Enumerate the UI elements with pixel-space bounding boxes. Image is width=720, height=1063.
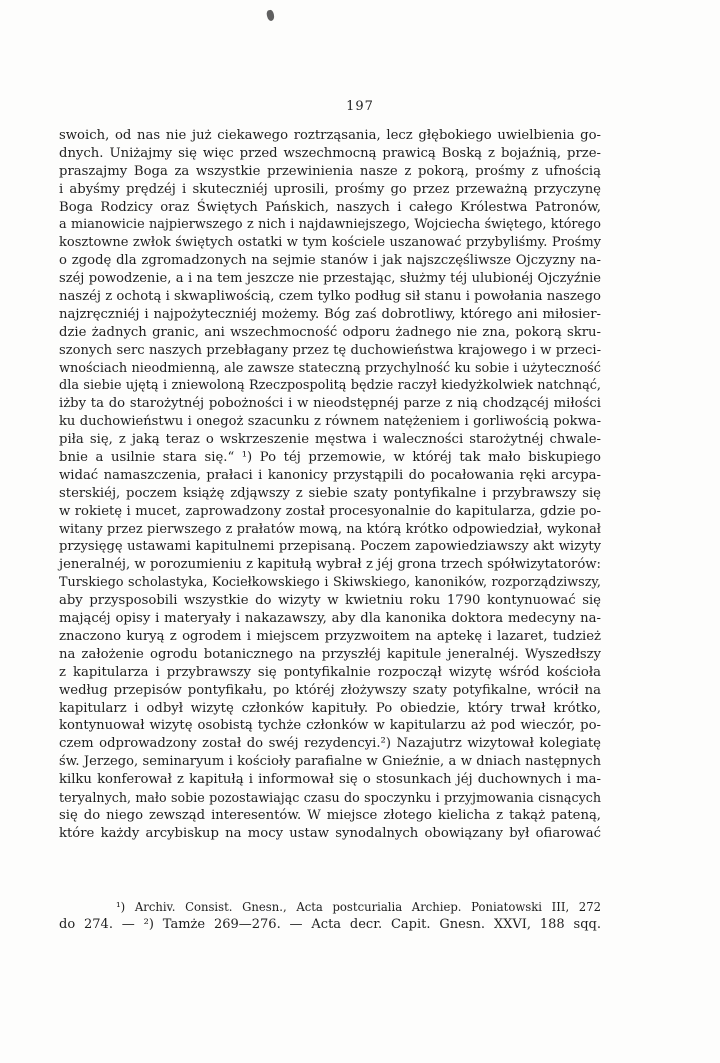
text-line: się do niego zewsząd interesentów. W miejsce złotego kielicha z takąż pateną, [59,807,601,823]
text-line: Boga Rodzicy oraz Świętych Pańskich, naszych i całego Królestwa Patronów, [59,199,601,215]
text-line: naszéj z ochotą i skwapliwością, czem tylko podług sił stanu i powołania naszego [59,289,601,305]
text-line: najzręczniéj i najpożyteczniéj możemy. Bóg zaś dobrotliwy, którego ani miłosier- [59,306,601,322]
text-line: dla siebie ujętą i zniewoloną Rzeczpospolitą będzie raczył kiedyżkolwiek natchnąć, [59,378,601,394]
text-line: które każdy arcybiskup na mocy ustaw synodalnych obowiązany był ofiarować [59,825,601,841]
text-line: kapitularz i odbył wizytę członków kapituły. Po obiedzie, który trwał krótko, [59,700,601,716]
text-line: witany przez pierwszego z prałatów mową, na którą krótko odpowiedział, wykonał [59,521,601,537]
text-line: Turskiego scholastyka, Kociełkowskiego i Skiwskiego, kanoników, rozporządziwszy, [59,575,601,591]
text-line: na założenie ogrodu botanicznego na przyszłéj kapitule jeneralnéj. Wyszedłszy [59,646,601,662]
footnote-line: do 274. — ²) Tamże 269—276. — Acta decr. Capit. Gnesn. XXVI, 188 sqq. [59,917,601,932]
text-line: ku duchowieństwu i onegoż szacunku z równem natężeniem i gorliwością pokwa- [59,414,601,430]
page-number: 197 [346,99,374,114]
text-line: wnościach nieodmienną, ale zawsze stateczną przychylność ku sobie i użyteczność [59,360,601,376]
body-text [59,127,601,843]
text-line: kilku konferował z kapitułą i informował się o stosunkach jéj duchownych i ma- [59,772,601,788]
text-line: iżby ta do starożytnéj pobożności i w nieodstępnéj parze z nią chodzącéj miłości [59,396,601,412]
text-line: aby przysposobili wszystkie do wizyty w kwietniu roku 1790 kontynuować się [59,593,601,609]
text-line: w rokietę i mucet, zaprowadzony został procesyonalnie do kapitularza, gdzie po- [59,503,601,519]
text-line: przysięgę ustawami kapitulnemi przepisaną. Poczem zapowiedziawszy akt wizyty [59,539,601,555]
text-line: bnie a usilnie stara się.“ ¹) Po téj przemowie, w któréj tak mało biskupiego [59,450,601,466]
text-line: praszajmy Boga za wszystkie przewinienia nasze z pokorą, prośmy z ufnością [59,163,601,179]
text-line: teryalnych, mało sobie pozostawiając czasu do spoczynku i przyjmowania cisnących [59,789,601,805]
text-line: a mianowicie najpierwszego z nich i najdawniejszego, Wojciecha świętego, którego [59,217,601,233]
text-line: sterskiéj, poczem książę zdjąwszy z siebie szaty pontyfikalne i przybrawszy się [59,485,601,501]
text-line: św. Jerzego, seminaryum i kościoły parafialne w Gnieźnie, a w dniach następnych [59,754,601,770]
text-line: znaczono kuryą z ogrodem i miejscem przyzwoitem na aptekę i lazaret, tudzież [59,628,601,644]
text-line: widać namaszczenia, prałaci i kanonicy przystąpili do pocałowania ręki arcypa- [59,467,601,483]
text-line: czem odprowadzony został do swéj rezydencyi.²) Nazajutrz wizytował kolegiatę [59,736,601,752]
text-line: kontynuował wizytę osobistą tychże członków w kapitularzu aż pod wieczór, po- [59,718,601,734]
text-line: mającéj opisy i materyały i nakazawszy, aby dla kanonika doktora medecyny na- [59,611,601,627]
text-line: i abyśmy prędzéj i skuteczniéj uprosili, prośmy go przez przeważną przyczynę [59,181,601,197]
text-line: dzie żadnych granic, ani wszechmocność odporu żadnego nie zna, pokorą skru- [59,324,601,340]
text-line: swoich, od nas nie już ciekawego roztrząsania, lecz głębokiego uwielbienia go- [59,128,601,143]
text-line: o zgodę dla zgromadzonych na sejmie stanów i jak najszczęśliwsze Ojczyzny na- [59,253,601,269]
footnotes [59,899,601,933]
text-line: z kapitularza i przybrawszy się pontyfikalnie rozpoczął wizytę wśród kościoła [59,664,601,680]
text-line: dnych. Uniżajmy się więc przed wszechmocną prawicą Boską z bojaźnią, prze- [59,145,601,161]
ink-speck [266,9,275,21]
footnote-line: ¹) Archiv. Consist. Gnesn., Acta postcurialia Archiep. Poniatowski III, 272 [116,900,601,914]
text-line: széj powodzenie, a i na tem jeszcze nie przestając, służmy téj ulubionéj Ojczyźnie [59,271,601,287]
text-line: szonych serc naszych przebłagany przez tę duchowieństwa krajowego i w przeci- [59,342,601,358]
text-line: według przepisów pontyfikału, po któréj złożywszy szaty potyfikalne, wrócił na [59,682,601,698]
text-line: piła się, z jaką teraz o wskrzeszenie męstwa i waleczności starożytnéj chwale- [59,432,601,448]
text-line: kosztowne zwłok świętych ostatki w tym kościele uszanować przybyliśmy. Prośmy [59,235,601,251]
text-line: jeneralnéj, w porozumieniu z kapitułą wybrał z jéj grona trzech spółwizytatorów: [59,557,601,573]
